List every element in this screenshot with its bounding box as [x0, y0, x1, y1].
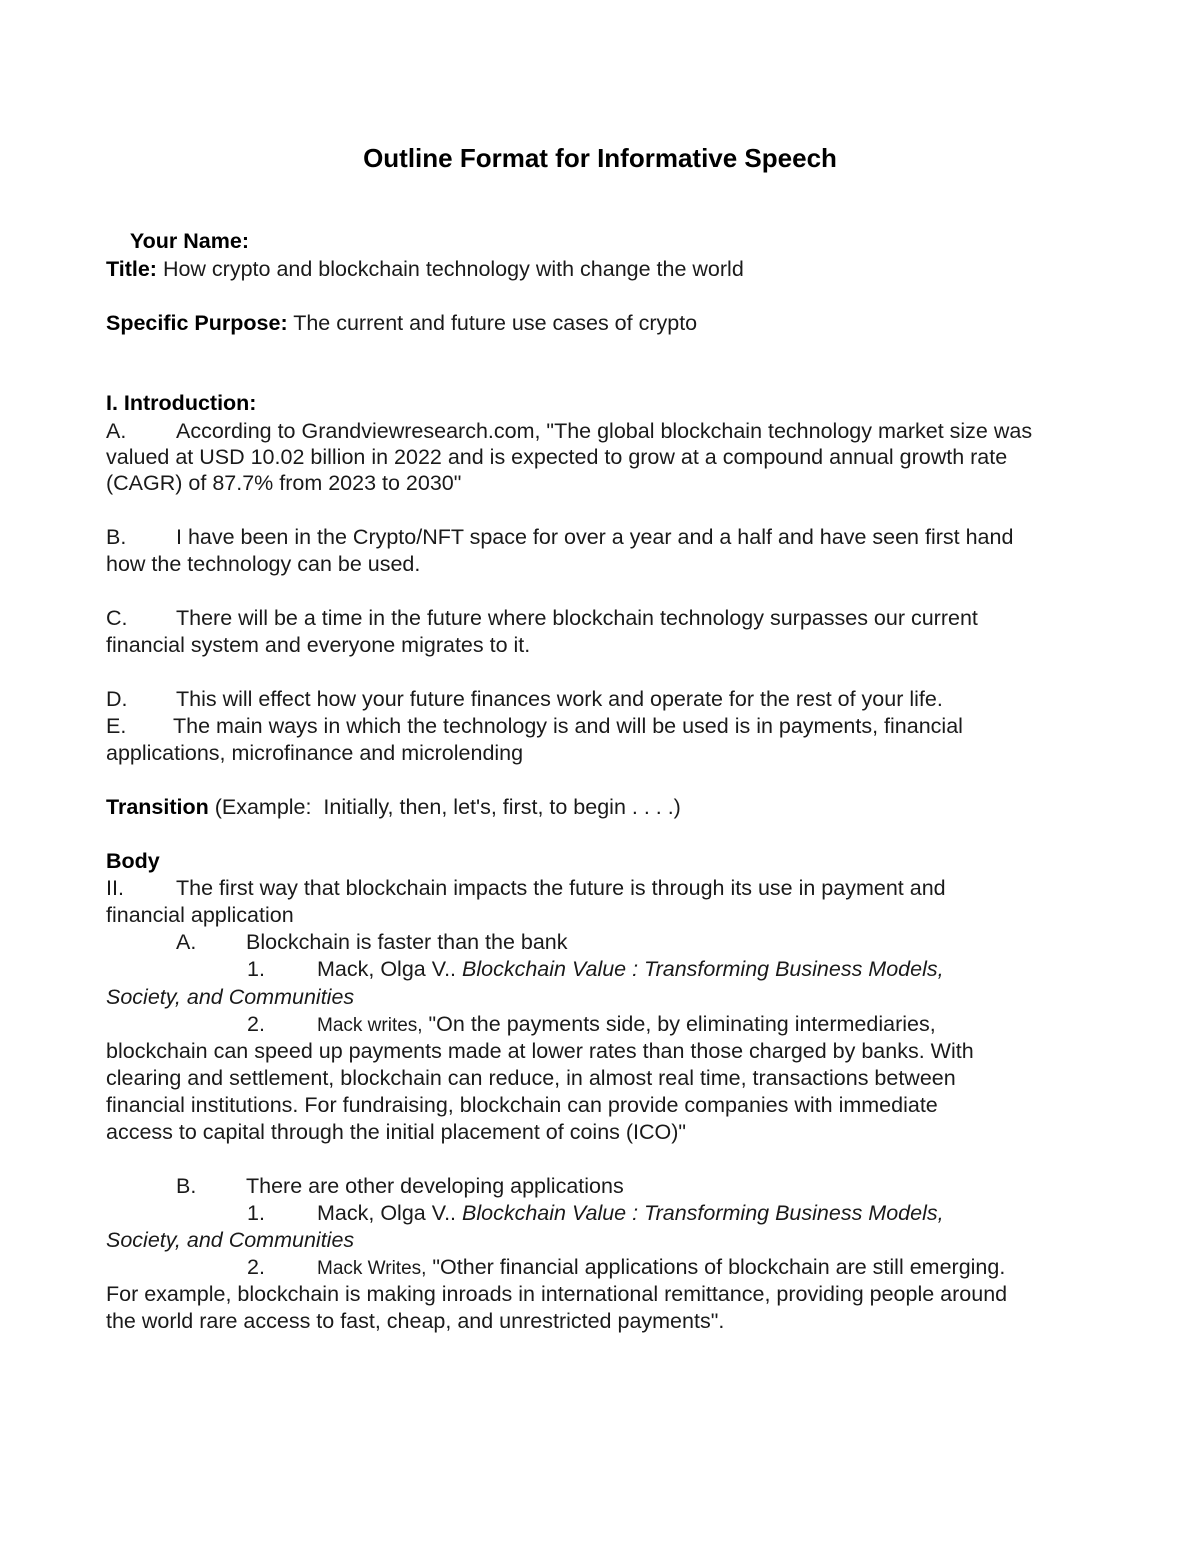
body-b-marker: B. [176, 1174, 197, 1198]
transition-label: Transition [106, 795, 209, 819]
intro-b-line-2: how the technology can be used. [106, 552, 421, 576]
body-b2-text-1: "Other financial applications of blockchain are still emerging. [426, 1255, 1006, 1279]
body-b2-marker: 2. [247, 1255, 265, 1279]
intro-a-text-1: According to Grandviewresearch.com, "The global blockchain technology market size was [176, 419, 1033, 443]
your-name-label: Your Name: [129, 229, 249, 253]
intro-e-marker: E. [106, 714, 127, 738]
intro-d-text-1: This will effect how your future finances work and operate for the rest of your life. [176, 687, 943, 711]
body-b1-marker: 1. [247, 1201, 265, 1225]
intro-a-line-2: valued at USD 10.02 billion in 2022 and is expected to grow at a compound annual growth rate [106, 445, 1008, 469]
title-line [106, 256, 744, 282]
body-ii-marker: II. [106, 876, 124, 900]
transition-line [106, 794, 681, 820]
body-b1-author: Mack, Olga V.. [317, 1201, 462, 1225]
intro-b-text-1: I have been in the Crypto/NFT space for over a year and a half and have seen first hand [176, 525, 1014, 549]
body-b1-book-title: Blockchain Value : Transforming Business Models, [462, 1201, 944, 1225]
intro-c-text-1: There will be a time in the future where blockchain technology surpasses our current [176, 606, 978, 630]
body-a2-lead: Mack writes, [317, 1015, 423, 1036]
intro-e-line-1 [106, 713, 963, 739]
intro-c-marker: C. [106, 606, 128, 630]
introduction-heading: I. Introduction: [106, 391, 257, 415]
body-b-line [176, 1173, 624, 1199]
body-a2-text-1: "On the payments side, by eliminating intermediaries, [422, 1012, 936, 1036]
body-b-text: There are other developing applications [246, 1174, 624, 1198]
body-a1-book-title: Blockchain Value : Transforming Business Models, [462, 957, 944, 981]
intro-d-marker: D. [106, 687, 128, 711]
body-a2-line-1 [247, 1011, 936, 1039]
intro-b-marker: B. [106, 525, 127, 549]
intro-c-line-1 [106, 605, 978, 631]
body-a2-line-5: access to capital through the initial placement of coins (ICO)" [106, 1120, 687, 1144]
body-a-marker: A. [176, 930, 197, 954]
body-a2-line-2: blockchain can speed up payments made at lower rates than those charged by banks. With [106, 1039, 974, 1063]
title-value: How crypto and blockchain technology with change the world [156, 257, 744, 281]
purpose-value: The current and future use cases of crypto [287, 311, 698, 335]
body-b1-line-1 [247, 1200, 944, 1226]
body-a-text: Blockchain is faster than the bank [246, 930, 568, 954]
body-b1-line-2: Society, and Communities [106, 1228, 355, 1252]
body-b2-line-2: For example, blockchain is making inroads in international remittance, providing people around [106, 1282, 1008, 1306]
body-a2-marker: 2. [247, 1012, 265, 1036]
body-a1-author: Mack, Olga V.. [317, 957, 462, 981]
intro-a-line-3: (CAGR) of 87.7% from 2023 to 2030" [106, 471, 462, 495]
intro-b-line-1 [106, 524, 1013, 550]
intro-e-text-1: The main ways in which the technology is and will be used is in payments, financial [173, 714, 963, 738]
body-b2-lead: Mack Writes, [317, 1258, 427, 1279]
purpose-line [106, 310, 697, 336]
body-a1-marker: 1. [247, 957, 265, 981]
title-label: Title: [106, 257, 157, 281]
body-ii-line-1 [106, 875, 946, 901]
transition-value: (Example: Initially, then, let's, first, to begin . . . .) [208, 795, 681, 819]
body-a1-line-1 [247, 956, 944, 982]
intro-a-line-1 [106, 418, 1032, 444]
intro-a-marker: A. [106, 419, 127, 443]
document-title: Outline Format for Informative Speech [363, 143, 837, 173]
body-ii-text-1: The first way that blockchain impacts the future is through its use in payment and [176, 876, 946, 900]
intro-c-line-2: financial system and everyone migrates to it. [106, 633, 531, 657]
body-b2-line-3: the world rare access to fast, cheap, and unrestricted payments". [106, 1309, 725, 1333]
body-a2-line-3: clearing and settlement, blockchain can reduce, in almost real time, transactions between [106, 1066, 956, 1090]
body-ii-line-2: financial application [106, 903, 294, 927]
intro-e-line-2: applications, microfinance and microlending [106, 741, 524, 765]
body-a-line [176, 929, 568, 955]
body-heading: Body [106, 849, 160, 873]
body-a1-line-2: Society, and Communities [106, 985, 355, 1009]
intro-d-line-1 [106, 686, 943, 712]
body-b2-line-1 [247, 1254, 1005, 1282]
purpose-label: Specific Purpose: [106, 311, 288, 335]
body-a2-line-4: financial institutions. For fundraising, blockchain can provide companies with immediate [106, 1093, 938, 1117]
